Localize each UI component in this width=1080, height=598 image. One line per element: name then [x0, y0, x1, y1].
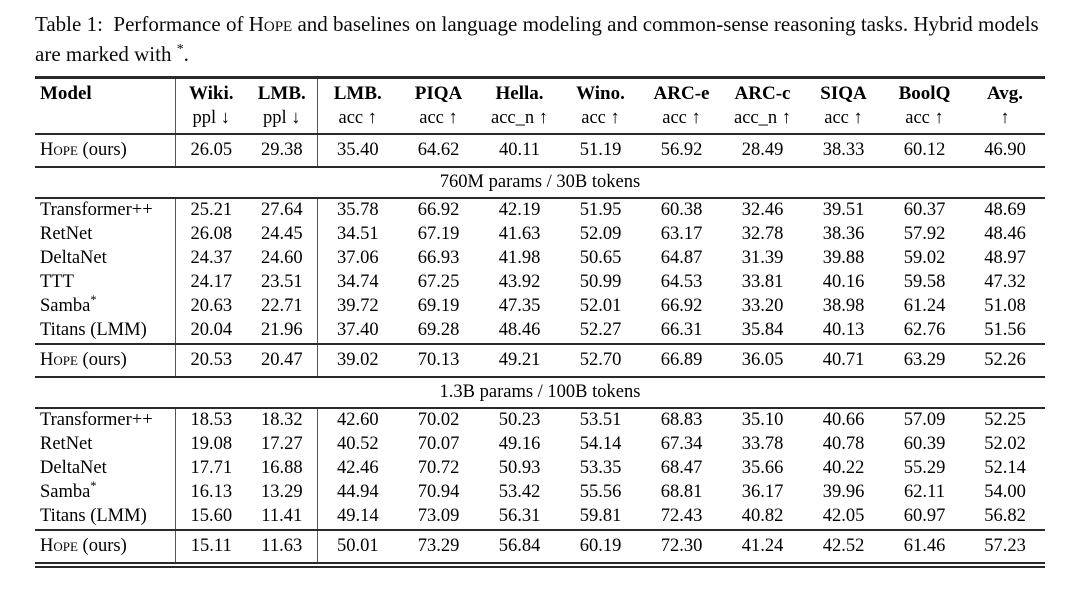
column-header-hella: Hella.: [495, 82, 544, 104]
model-name-smallcaps: Hope: [40, 139, 78, 160]
model-name-smallcaps: Hope: [40, 535, 78, 556]
value-cell: 57.23: [965, 530, 1045, 563]
model-cell: Hope (ours): [35, 134, 175, 167]
table-row-titans-lmm: [35, 505, 1045, 530]
column-header-lmb: LMB.: [317, 77, 398, 106]
value-cell: 68.47: [660, 458, 703, 479]
value-cell: 27.64: [260, 200, 303, 221]
value-cell: 64.87: [660, 248, 703, 269]
value-cell: 39.96: [822, 482, 865, 503]
column-subheader-arc-c: acc_n ↑: [722, 106, 803, 134]
value-cell: 57.09: [903, 410, 946, 431]
column-header-model: Model: [40, 82, 92, 104]
section-header-row: [35, 377, 1045, 408]
column-subheader-boolq: acc ↑: [884, 106, 965, 134]
value-cell: 42.19: [498, 200, 541, 221]
value-cell: 60.37: [903, 200, 946, 221]
model-cell: Transformer++: [40, 410, 153, 431]
value-cell: 47.32: [984, 272, 1026, 293]
value-cell: 61.46: [884, 530, 965, 563]
value-cell: 63.17: [660, 224, 703, 245]
value-cell: 11.63: [247, 530, 317, 563]
value-cell: 59.58: [903, 272, 946, 293]
value-cell: 61.24: [903, 296, 946, 317]
value-cell: 33.20: [741, 296, 784, 317]
value-cell: 50.93: [498, 458, 541, 479]
value-cell: 40.71: [803, 344, 884, 377]
column-subheader-hella: acc_n ↑: [479, 106, 560, 134]
value-cell: 53.51: [579, 410, 622, 431]
value-cell: 51.95: [579, 200, 622, 221]
value-cell: 48.69: [984, 200, 1026, 221]
value-cell: 41.24: [722, 530, 803, 563]
value-cell: 59.81: [579, 506, 622, 527]
table-row-ttt: [35, 271, 1045, 295]
value-cell: 48.46: [498, 320, 541, 341]
model-name-smallcaps: Hope: [40, 349, 78, 370]
value-cell: 36.05: [722, 344, 803, 377]
table-row-samba: [35, 481, 1045, 505]
value-cell: 52.09: [579, 224, 622, 245]
table-row-samba: [35, 295, 1045, 319]
value-cell: 51.19: [560, 134, 641, 167]
value-cell: 20.63: [175, 295, 247, 319]
value-cell: 66.93: [417, 248, 460, 269]
column-header-wiki: Wiki.: [175, 77, 247, 106]
value-cell: 41.98: [498, 248, 541, 269]
value-cell: 22.71: [260, 296, 303, 317]
value-cell: 70.02: [417, 410, 460, 431]
value-cell: 35.78: [317, 198, 398, 223]
value-cell: 52.27: [579, 320, 622, 341]
value-cell: 41.63: [498, 224, 541, 245]
value-cell: 52.25: [984, 410, 1026, 431]
model-cell: Transformer++: [40, 200, 153, 221]
value-cell: 20.53: [175, 344, 247, 377]
value-cell: 59.02: [903, 248, 946, 269]
value-cell: 55.29: [903, 458, 946, 479]
hybrid-star-marker: *: [90, 480, 97, 494]
column-subheader-lmb: ppl ↓: [247, 106, 317, 134]
table-row-titans-lmm: [35, 319, 1045, 344]
value-cell: 16.88: [260, 458, 303, 479]
value-cell: 46.90: [965, 134, 1045, 167]
caption-part: Table 1: Performance of: [35, 12, 249, 36]
model-cell: Titans (LMM): [40, 320, 147, 341]
value-cell: 68.83: [660, 410, 703, 431]
value-cell: 60.38: [660, 200, 703, 221]
column-subheader-wino: acc ↑: [560, 106, 641, 134]
value-cell: 55.56: [579, 482, 622, 503]
table-caption: [35, 10, 1045, 70]
section-header-row: [35, 167, 1045, 198]
value-cell: 34.74: [317, 271, 398, 295]
value-cell: 73.29: [398, 530, 479, 563]
value-cell: 32.46: [741, 200, 784, 221]
value-cell: 63.29: [884, 344, 965, 377]
model-cell: TTT: [40, 272, 74, 293]
value-cell: 56.84: [479, 530, 560, 563]
column-header-siqa: SIQA: [820, 82, 867, 104]
value-cell: 70.13: [398, 344, 479, 377]
value-cell: 24.37: [175, 247, 247, 271]
value-cell: 54.00: [984, 482, 1026, 503]
value-cell: 56.82: [984, 506, 1026, 527]
table-row-retnet: [35, 433, 1045, 457]
column-header-arc-c: ARC-c: [734, 82, 791, 104]
value-cell: 39.72: [317, 295, 398, 319]
value-cell: 33.78: [741, 434, 784, 455]
header-names-row: [35, 77, 1045, 106]
value-cell: 53.42: [498, 482, 541, 503]
value-cell: 40.52: [317, 433, 398, 457]
column-header-boolq: BoolQ: [898, 82, 951, 104]
value-cell: 24.17: [175, 271, 247, 295]
model-cell: Samba*: [40, 294, 97, 317]
value-cell: 24.45: [260, 224, 303, 245]
value-cell: 56.92: [641, 134, 722, 167]
table-header: [35, 77, 1045, 134]
value-cell: 35.40: [317, 134, 398, 167]
model-cell: DeltaNet: [40, 458, 107, 479]
value-cell: 70.94: [417, 482, 460, 503]
value-cell: 34.51: [317, 223, 398, 247]
value-cell: 49.21: [479, 344, 560, 377]
value-cell: 54.14: [579, 434, 622, 455]
value-cell: 48.97: [984, 248, 1026, 269]
value-cell: 44.94: [317, 481, 398, 505]
column-subheader-arc-e: acc ↑: [641, 106, 722, 134]
header-subs-row: [35, 106, 1045, 134]
value-cell: 35.84: [741, 320, 784, 341]
value-cell: 52.14: [984, 458, 1026, 479]
value-cell: 13.29: [260, 482, 303, 503]
value-cell: 17.27: [260, 434, 303, 455]
table-row-transformer: [35, 408, 1045, 433]
table-row-transformer: [35, 198, 1045, 223]
value-cell: 42.60: [317, 408, 398, 433]
value-cell: 47.35: [498, 296, 541, 317]
value-cell: 52.01: [579, 296, 622, 317]
value-cell: 50.65: [579, 248, 622, 269]
value-cell: 50.01: [317, 530, 398, 563]
value-cell: 20.47: [247, 344, 317, 377]
value-cell: 72.43: [660, 506, 703, 527]
value-cell: 15.11: [175, 530, 247, 563]
value-cell: 42.05: [822, 506, 865, 527]
value-cell: 66.89: [641, 344, 722, 377]
section-title: 760M params / 30B tokens: [35, 167, 1045, 198]
value-cell: 35.66: [741, 458, 784, 479]
value-cell: 52.02: [984, 434, 1026, 455]
table-row-retnet: [35, 223, 1045, 247]
value-cell: 67.34: [660, 434, 703, 455]
value-cell: 57.92: [903, 224, 946, 245]
results-table: [35, 76, 1045, 564]
caption-part: *: [176, 40, 184, 56]
model-cell: RetNet: [40, 224, 93, 245]
value-cell: 23.51: [260, 272, 303, 293]
value-cell: 40.22: [822, 458, 865, 479]
model-cell: Titans (LMM): [40, 506, 147, 527]
value-cell: 50.99: [579, 272, 622, 293]
value-cell: 66.92: [417, 200, 460, 221]
caption-part: .: [183, 41, 189, 66]
value-cell: 40.16: [822, 272, 865, 293]
value-cell: 40.11: [479, 134, 560, 167]
value-cell: 36.17: [741, 482, 784, 503]
model-cell: RetNet: [40, 434, 93, 455]
value-cell: 38.98: [822, 296, 865, 317]
model-cell: Hope (ours): [35, 530, 175, 563]
table-body: [35, 134, 1045, 563]
value-cell: 64.53: [660, 272, 703, 293]
value-cell: 20.04: [175, 319, 247, 344]
table-row-hope-ours: [35, 530, 1045, 563]
value-cell: 66.31: [660, 320, 703, 341]
table-bottom-rule: [35, 566, 1045, 568]
value-cell: 70.72: [417, 458, 460, 479]
value-cell: 42.46: [317, 457, 398, 481]
value-cell: 38.33: [803, 134, 884, 167]
table-row-hope-ours: [35, 344, 1045, 377]
column-header-avg: Avg.: [986, 82, 1024, 104]
value-cell: 26.05: [175, 134, 247, 167]
table-row-deltanet: [35, 247, 1045, 271]
value-cell: 18.53: [175, 408, 247, 433]
value-cell: 60.97: [903, 506, 946, 527]
caption-part: Hope: [248, 12, 293, 36]
column-header-wino: Wino.: [576, 82, 625, 104]
value-cell: 40.13: [822, 320, 865, 341]
value-cell: 48.46: [984, 224, 1026, 245]
value-cell: 18.32: [260, 410, 303, 431]
table-row-deltanet: [35, 457, 1045, 481]
column-subheader-lmb: acc ↑: [317, 106, 398, 134]
column-subheader-siqa: acc ↑: [803, 106, 884, 134]
value-cell: 53.35: [579, 458, 622, 479]
value-cell: 73.09: [417, 506, 460, 527]
value-cell: 69.28: [417, 320, 460, 341]
value-cell: 42.52: [803, 530, 884, 563]
value-cell: 39.51: [822, 200, 865, 221]
hybrid-star-marker: *: [90, 294, 97, 308]
value-cell: 24.60: [260, 248, 303, 269]
value-cell: 39.88: [822, 248, 865, 269]
value-cell: 26.08: [175, 223, 247, 247]
value-cell: 60.39: [903, 434, 946, 455]
value-cell: 31.39: [741, 248, 784, 269]
value-cell: 19.08: [175, 433, 247, 457]
value-cell: 25.21: [175, 198, 247, 223]
column-header-lmb: LMB.: [257, 82, 306, 104]
value-cell: 60.12: [884, 134, 965, 167]
caption-part: and baselines on language modeling and common-sense reasoning tasks. Hybrid models are marked with: [35, 12, 1039, 66]
value-cell: 64.62: [398, 134, 479, 167]
value-cell: 50.23: [498, 410, 541, 431]
table-row-hope-ours: [35, 134, 1045, 167]
section-title: 1.3B params / 100B tokens: [35, 377, 1045, 408]
column-subheader-wiki: ppl ↓: [175, 106, 247, 134]
column-subheader-piqa: acc ↑: [398, 106, 479, 134]
value-cell: 66.92: [660, 296, 703, 317]
value-cell: 40.66: [822, 410, 865, 431]
value-cell: 21.96: [260, 320, 303, 341]
value-cell: 67.19: [417, 224, 460, 245]
value-cell: 49.16: [498, 434, 541, 455]
value-cell: 17.71: [175, 457, 247, 481]
value-cell: 69.19: [417, 296, 460, 317]
model-cell: DeltaNet: [40, 248, 107, 269]
value-cell: 32.78: [741, 224, 784, 245]
model-cell: Hope (ours): [35, 344, 175, 377]
column-header-arc-e: ARC-e: [653, 82, 710, 104]
column-subheader-model: [35, 106, 175, 134]
value-cell: 37.06: [317, 247, 398, 271]
value-cell: 15.60: [175, 505, 247, 530]
value-cell: 40.78: [822, 434, 865, 455]
value-cell: 16.13: [175, 481, 247, 505]
value-cell: 51.56: [984, 320, 1026, 341]
value-cell: 62.11: [904, 482, 945, 503]
value-cell: 67.25: [417, 272, 460, 293]
value-cell: 35.10: [741, 410, 784, 431]
value-cell: 11.41: [261, 506, 303, 527]
value-cell: 39.02: [317, 344, 398, 377]
value-cell: 38.36: [822, 224, 865, 245]
value-cell: 43.92: [498, 272, 541, 293]
column-subheader-avg: ↑: [965, 106, 1045, 134]
value-cell: 28.49: [722, 134, 803, 167]
value-cell: 52.70: [560, 344, 641, 377]
value-cell: 29.38: [247, 134, 317, 167]
value-cell: 68.81: [660, 482, 703, 503]
value-cell: 52.26: [965, 344, 1045, 377]
column-header-piqa: PIQA: [414, 82, 463, 104]
value-cell: 51.08: [984, 296, 1026, 317]
value-cell: 56.31: [498, 506, 541, 527]
value-cell: 72.30: [641, 530, 722, 563]
value-cell: 33.81: [741, 272, 784, 293]
value-cell: 70.07: [417, 434, 460, 455]
model-cell: Samba*: [40, 480, 97, 503]
value-cell: 49.14: [317, 505, 398, 530]
value-cell: 60.19: [560, 530, 641, 563]
value-cell: 40.82: [741, 506, 784, 527]
value-cell: 62.76: [903, 320, 946, 341]
value-cell: 37.40: [317, 319, 398, 344]
